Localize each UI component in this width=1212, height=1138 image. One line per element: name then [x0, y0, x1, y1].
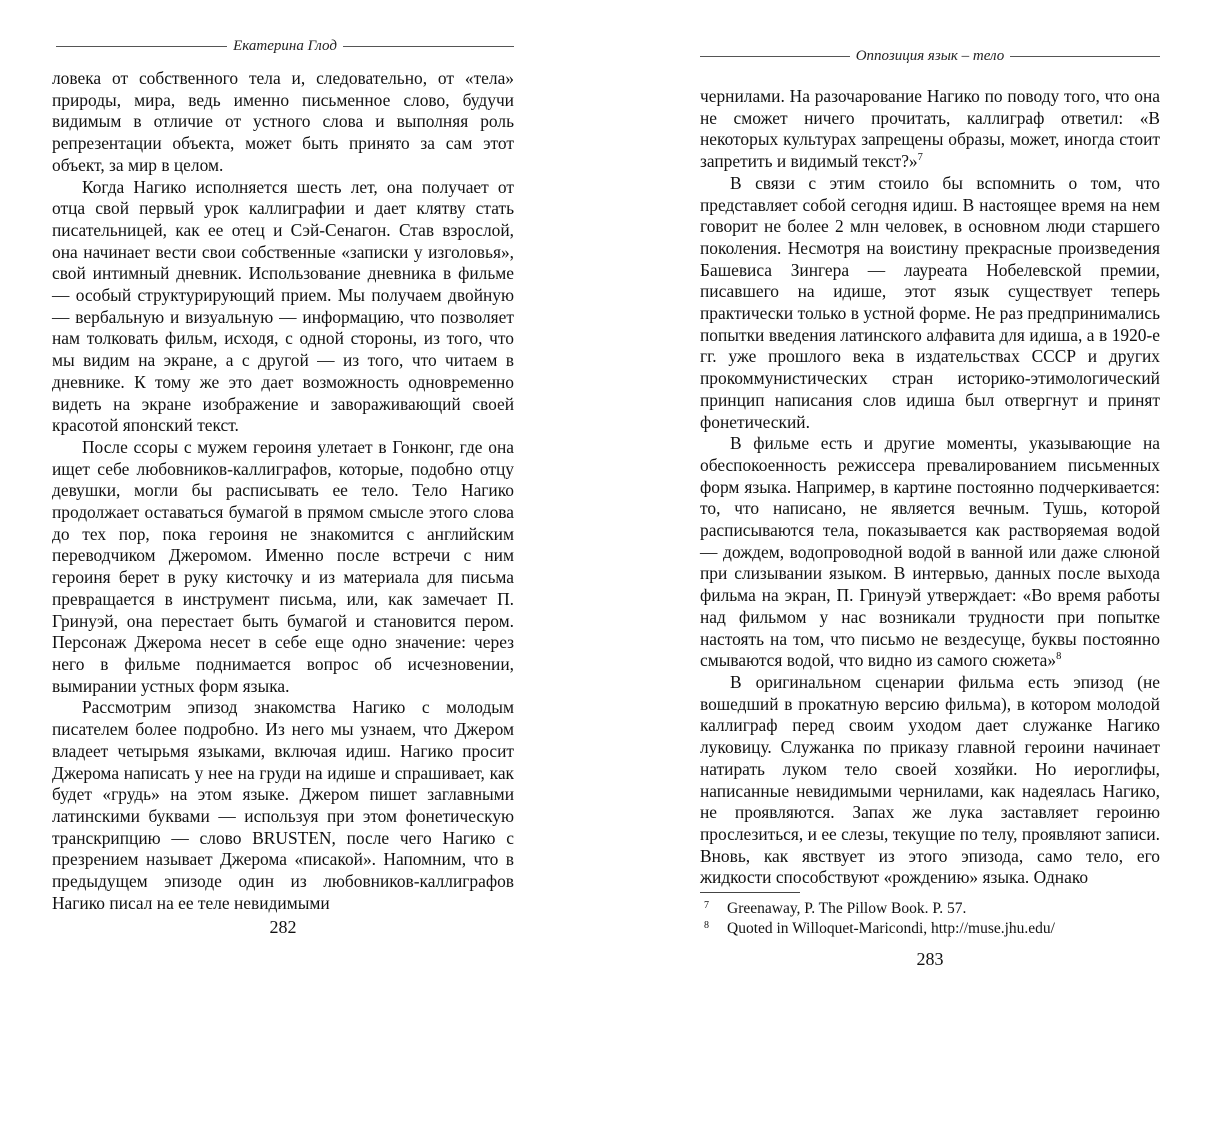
- footnote-rule: [700, 892, 800, 893]
- footnote-reference[interactable]: 7: [917, 152, 923, 164]
- header-rule-right: [343, 46, 514, 47]
- paragraph: Рассмотрим эпизод знакомства Нагико с молодым писателем более подробно. Из него мы узнаем, что Джером владеет четырьмя языками, включая идиш. Нагико просит Джерома написать у нее на груди на идише и спрашивает, как будет «грудь» на этом языке. Джером пишет заглавными латинскими буквами — используя при этом фонетическую транскрипцию — слово BRUSTEN, после чего Нагико с презрением называет Джерома «писакой». Напомним, что в предыдущем эпизоде один из любовников-каллиграфов Нагико писал на ее теле невидимыми: [52, 697, 514, 913]
- paragraph-text: В фильме есть и другие моменты, указывающие на обеспокоенность режиссера превалированием письменных форм языка. Например, в картине постоянно подчеркивается: то, что написано, не является вечным. Тушь, которой расписываются тела, показывается как растворяемая водой — дождем, водопроводной водой в ванной или даже слюной при слизывании языком. В интервью, данных после выхода фильма на экран, П. Гринуэй утверждает: «Во время работы над фильмом у нас возникали трудности при попытке настоять на том, что письмо не вездесуще, буквы постоянно смываются водой, что видно из самого сюжета»: [700, 433, 1160, 671]
- header-rule-right: [1010, 56, 1160, 57]
- paragraph: ловека от собственного тела и, следовательно, от «тела» природы, мира, ведь именно письменное слово, будучи видимым в отличие от устного слова и выполняя роль репрезентации объекта, может быть принято за сам этот объект, за мир в целом.: [52, 68, 514, 175]
- body-text: [700, 86, 1160, 889]
- header-rule-left: [56, 46, 227, 47]
- page-number: 283: [916, 949, 944, 970]
- paragraph: [700, 433, 1160, 672]
- page-number: 282: [269, 917, 297, 938]
- running-header: [56, 38, 514, 55]
- footnote: [700, 899, 1160, 919]
- paragraph-text: чернилами. На разочарование Нагико по поводу того, что она не сможет ничего прочитать, каллиграф ответил: «В некоторых культурах запрещены образы, может, иногда стоит запретить и видимый текст?»: [700, 86, 1160, 172]
- paragraph: После ссоры с мужем героиня улетает в Гонконг, где она ищет себе любовников-каллиграфов, которые, подобно отцу девушки, могли бы расписывать ее тело. Тело Нагико продолжает оставаться бумагой в прямом смысле этого слова до тех пор, пока героиня не знакомится с английским переводчиком Джеромом. Именно после встречи с ним героиня берет в руку кисточку и из материала для письма превращается в инструмент письма, или, как замечает П. Гринуэй, она перестает быть бумагой и становится пером. Персонаж Джерома несет в себе еще одно значение: через него в фильме поднимается вопрос об исчезновении, вымирании устных форм языка.: [52, 436, 514, 696]
- running-header: [700, 48, 1160, 65]
- footnote-reference[interactable]: 8: [1056, 651, 1062, 663]
- header-rule-left: [700, 56, 850, 57]
- footnote-text: Quoted in Willoquet-Maricondi, http://muse.jhu.edu/: [727, 920, 1055, 938]
- footnote-number: 7: [704, 900, 709, 912]
- running-header-title: Оппозиция язык – тело: [855, 48, 1005, 64]
- footnote-number: 8: [704, 920, 709, 932]
- footnotes: [700, 899, 1160, 939]
- paragraph: Когда Нагико исполняется шесть лет, она получает от отца свой первый урок каллиграфии и дает клятву стать писательницей, как ее отец и Сэй-Сенагон. Став взрослой, она начинает вести свои собственные «записки у изголовья», свой интимный дневник. Использование дневника в фильме — особый структурирующий прием. Мы получаем двойную — вербальную и визуальную — информацию, что позволяет нам толковать фильм, исходя, с одной стороны, из того, что мы видим на экране, а с другой — из того, что читаем в дневнике. К тому же это дает возможность одновременно видеть на экране изображение и завораживающий своей красотой японский текст.: [52, 176, 514, 436]
- right-page: [700, 48, 1160, 970]
- paragraph: В оригинальном сценарии фильма есть эпизод (не вошедший в прокатную версию фильма), в котором молодой каллиграф перед своим уходом дает служанке Нагико луковицу. Служанка по приказу главной героини начинает натирать луком тело своей хозяйки. Но иероглифы, написанные невидимыми чернилами, как надеялась Нагико, не проявляются. Запах же лука заставляет героиню прослезиться, и ее слезы, текущие по телу, проявляют записи. Вновь, как явствует из этого эпизода, само тело, его жидкости способствуют «рождению» языка. Однако: [700, 671, 1160, 888]
- footnote: [700, 919, 1160, 939]
- paragraph: [700, 86, 1160, 173]
- body-text: [52, 68, 514, 914]
- running-header-author: Екатерина Глод: [233, 38, 337, 54]
- paragraph: В связи с этим стоило бы вспомнить о том, что представляет собой сегодня идиш. В настоящее время на нем говорит не более 2 млн человек, в основном люди старшего поколения. Несмотря на воистину прекрасные произведения Башевиса Зингера — лауреата Нобелевской премии, писавшего на идише, этот язык существует теперь практически только в устной форме. Не раз предпринимались попытки введения латинского алфавита для идиша, а в 1920-е гг. уже прошлого века в издательствах СССР и других прокоммунистических стран историко-этимологический принцип написания слов идиша был отвергнут и принят фонетический.: [700, 172, 1160, 432]
- footnote-text: Greenaway, P. The Pillow Book. P. 57.: [727, 900, 967, 918]
- left-page: [52, 38, 514, 938]
